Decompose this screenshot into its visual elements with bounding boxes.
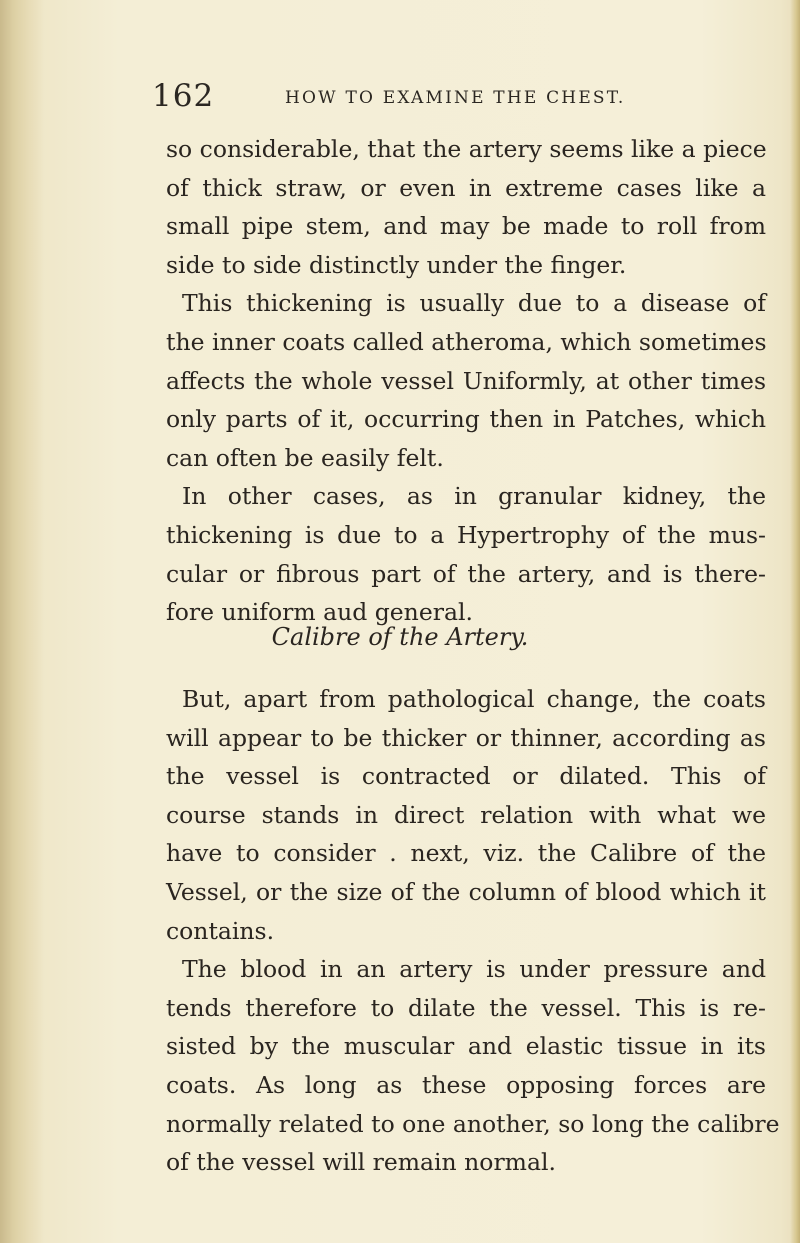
text-line: of thick straw, or even in extreme cases like a [166,173,766,202]
page-edge [790,0,800,1243]
text-line: the vessel is contracted or dilated. This of [166,762,766,791]
page-binding-shadow [0,0,44,1243]
page-header [0,78,800,118]
text-line: small pipe stem, and may be made to roll from [166,212,766,241]
text-line: side to side distinctly under the finger. [166,250,627,279]
text-line: have to consider . next, viz. the Calibre of the [166,839,766,868]
text-line: The blood in an artery is under pressure and [182,955,766,984]
text-line: so considerable, that the artery seems like a piece [166,135,767,163]
page-number: 162 [152,78,215,114]
text-line: This thickening is usually due to a disease of [182,289,766,318]
text-line: But, apart from pathological change, the coats [182,685,766,713]
running-head: HOW TO EXAMINE THE CHEST. [285,88,626,108]
text-line: only parts of it, occurring then in Patches, which [166,405,766,434]
text-line: fore uniform aud general. [166,598,473,627]
text-line: of the vessel will remain normal. [166,1148,556,1177]
text-line: tends therefore to dilate the vessel. This is re- [166,993,766,1022]
text-line: can often be easily felt. [166,443,444,472]
text-line: contains. [166,916,275,945]
text-line: thickening is due to a Hypertrophy of the mus- [166,521,766,549]
text-line: normally related to one another, so long the calibre [166,1109,780,1138]
text-line: cular or fibrous part of the artery, and is there- [166,559,766,588]
text-line: sisted by the muscular and elastic tissue in its [166,1032,766,1061]
text-line: course stands in direct relation with what we [166,800,766,829]
text-line: In other cases, as in granular kidney, the [182,482,766,511]
text-line: coats. As long as these opposing forces are [166,1071,766,1099]
text-line: will appear to be thicker or thinner, according as [166,723,766,752]
section-heading: Calibre of the Artery. [271,623,529,651]
text-line: Vessel, or the size of the column of blood which it [166,878,766,906]
text-line: affects the whole vessel Uniformly, at other times [166,366,766,395]
text-line: the inner coats called atheroma, which sometimes [166,328,767,356]
